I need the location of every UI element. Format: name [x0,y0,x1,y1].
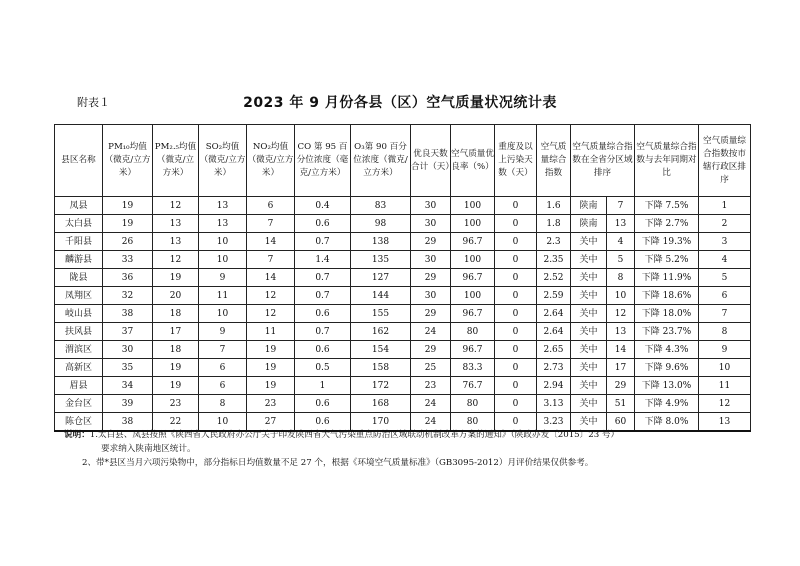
notes [64,428,754,470]
table-cell: 0.7 [295,233,351,251]
table-cell: 13 [607,215,635,233]
table-cell: 0 [495,359,537,377]
table-cell: 60 [607,413,635,432]
table-cell: 80 [451,323,495,341]
table-cell: 29 [607,377,635,395]
table-cell: 关中 [571,287,607,305]
table-cell: 关中 [571,251,607,269]
table-cell: 138 [351,233,411,251]
table-cell: 0 [495,323,537,341]
table-cell: 29 [411,341,451,359]
table-cell: 80 [451,395,495,413]
table-cell: 0 [495,413,537,432]
table-cell: 2.59 [537,287,571,305]
table-cell: 1 [295,377,351,395]
table-cell: 22 [153,413,199,432]
table-row [55,269,751,287]
table-cell: 14 [247,269,295,287]
table-cell: 10 [607,287,635,305]
table-cell: 3.23 [537,413,571,432]
table-cell: 关中 [571,269,607,287]
table-cell: 下降 5.2% [635,251,699,269]
table-cell: 96.7 [451,341,495,359]
table-row [55,377,751,395]
table-cell: 2.64 [537,305,571,323]
table-row [55,287,751,305]
table-cell: 6 [699,287,751,305]
table-cell: 23 [153,395,199,413]
table-cell: 0 [495,287,537,305]
table-cell: 10 [699,359,751,377]
table-cell: 162 [351,323,411,341]
table-cell: 100 [451,215,495,233]
annex-label: 附表１ [77,96,110,109]
table-cell: 7 [607,197,635,215]
header-no2: NO₂均值（微克/立方米） [247,125,295,197]
table-cell: 0 [495,233,537,251]
table-cell: 13 [199,215,247,233]
table-cell: 金台区 [55,395,103,413]
table-cell: 14 [247,233,295,251]
table-cell: 30 [411,287,451,305]
table-cell: 2.64 [537,323,571,341]
table-cell: 0.7 [295,269,351,287]
table-cell: 27 [247,413,295,432]
table-cell: 陕南 [571,215,607,233]
table-cell: 24 [411,323,451,341]
header-index: 空气质量综合指数 [537,125,571,197]
table-cell: 1.8 [537,215,571,233]
note-2: 2、带*县区当月六项污染物中，部分指标日均值数量不足 27 个，根据《环境空气质量标准》（GB3095-2012）月评价结果仅供参考。 [82,458,594,468]
table-cell: 9 [199,269,247,287]
table-cell: 下降 4.9% [635,395,699,413]
table-cell: 20 [153,287,199,305]
table-cell: 23 [411,377,451,395]
table-cell: 下降 7.5% [635,197,699,215]
table-cell: 0.6 [295,413,351,432]
table-cell: 关中 [571,341,607,359]
table-row [55,233,751,251]
table-cell: 100 [451,287,495,305]
table-cell: 12 [247,305,295,323]
table-cell: 下降 2.7% [635,215,699,233]
table-cell: 11 [699,377,751,395]
table-cell: 0.7 [295,287,351,305]
table-cell: 38 [103,413,153,432]
table-cell: 13 [699,413,751,432]
table-cell: 168 [351,395,411,413]
table-cell: 下降 11.9% [635,269,699,287]
table-cell: 96.7 [451,233,495,251]
table-cell: 下降 19.3% [635,233,699,251]
table-cell: 0 [495,377,537,395]
table-cell: 关中 [571,233,607,251]
table-cell: 0 [495,341,537,359]
table-cell: 34 [103,377,153,395]
table-cell: 11 [199,287,247,305]
table-cell: 100 [451,251,495,269]
table-cell: 6 [199,377,247,395]
table-cell: 关中 [571,395,607,413]
table-cell: 6 [247,197,295,215]
table-cell: 麟游县 [55,251,103,269]
air-quality-table [54,124,751,432]
table-cell: 14 [607,341,635,359]
table-cell: 12 [607,305,635,323]
table-cell: 6 [199,359,247,377]
table-cell: 2.3 [537,233,571,251]
header-o3: O₃第 90 百分位浓度（微克/立方米） [351,125,411,197]
table-cell: 关中 [571,305,607,323]
table-cell: 155 [351,305,411,323]
table-row [55,215,751,233]
table-cell: 17 [607,359,635,377]
table-cell: 19 [153,269,199,287]
table-row [55,395,751,413]
table-cell: 10 [199,251,247,269]
table-cell: 13 [199,197,247,215]
table-cell: 眉县 [55,377,103,395]
table-cell: 下降 13.0% [635,377,699,395]
table-cell: 10 [199,413,247,432]
table-cell: 8 [699,323,751,341]
table-cell: 陕南 [571,197,607,215]
table-cell: 36 [103,269,153,287]
table-cell: 144 [351,287,411,305]
table-cell: 0.5 [295,359,351,377]
table-cell: 0.6 [295,341,351,359]
header-good-rate: 空气质量优良率（%） [451,125,495,197]
table-cell: 12 [699,395,751,413]
table-cell: 2.65 [537,341,571,359]
table-cell: 11 [247,323,295,341]
table-cell: 0 [495,269,537,287]
table-cell: 高新区 [55,359,103,377]
table-cell: 0 [495,197,537,215]
table-cell: 98 [351,215,411,233]
notes-lead: 说明： [64,430,90,440]
table-cell: 1 [699,197,751,215]
table-cell: 下降 23.7% [635,323,699,341]
header-so2: SO₂均值（微克/立方米） [199,125,247,197]
table-cell: 7 [247,251,295,269]
table-cell: 0 [495,251,537,269]
table-cell: 154 [351,341,411,359]
table-cell: 24 [411,413,451,432]
table-cell: 关中 [571,359,607,377]
table-row [55,251,751,269]
table-cell: 0.6 [295,215,351,233]
table-cell: 37 [103,323,153,341]
header-county: 县区名称 [55,125,103,197]
table-cell: 96.7 [451,269,495,287]
table-cell: 13 [153,215,199,233]
table-cell: 5 [607,251,635,269]
table-cell: 7 [199,341,247,359]
table-cell: 下降 18.6% [635,287,699,305]
table-cell: 1.6 [537,197,571,215]
table-cell: 18 [153,305,199,323]
table-cell: 2.94 [537,377,571,395]
table-cell: 0.6 [295,395,351,413]
table-cell: 100 [451,197,495,215]
table-cell: 19 [103,215,153,233]
table-row [55,305,751,323]
header-heavy-days: 重度及以上污染天数（天） [495,125,537,197]
table-cell: 关中 [571,377,607,395]
table-cell: 2 [699,215,751,233]
table-cell: 24 [411,395,451,413]
note-1-continued: 要求纳入陕南地区统计。 [101,444,196,454]
table-cell: 51 [607,395,635,413]
table-cell: 陇县 [55,269,103,287]
table-cell: 5 [699,269,751,287]
header-province-rank: 空气质量综合指数在全省分区域排序 [571,125,635,197]
table-cell: 10 [199,305,247,323]
table-cell: 2.35 [537,251,571,269]
header-co: CO 第 95 百分位浓度（毫克/立方米） [295,125,351,197]
table-cell: 32 [103,287,153,305]
table-row [55,197,751,215]
table-cell: 8 [199,395,247,413]
table-cell: 0 [495,215,537,233]
table-row [55,323,751,341]
table-cell: 2.52 [537,269,571,287]
table-cell: 29 [411,233,451,251]
table-cell: 29 [411,269,451,287]
table-cell: 陈仓区 [55,413,103,432]
table-cell: 158 [351,359,411,377]
table-cell: 135 [351,251,411,269]
table-cell: 关中 [571,413,607,432]
table-cell: 83.3 [451,359,495,377]
table-cell: 关中 [571,323,607,341]
header-pm10: PM₁₀均值（微克/立方米） [103,125,153,197]
table-cell: 0 [495,305,537,323]
table-header-row [55,125,751,197]
note-1: 1.太白县、凤县按照《陕西省人民政府办公厅关于印发陕西省大气污染重点防治区域联动机制改革方案的通知》（陕政办发〔2015〕23 号） [89,430,620,440]
table-cell: 12 [153,197,199,215]
table-cell: 凤县 [55,197,103,215]
table-cell: 太白县 [55,215,103,233]
table-cell: 4 [699,251,751,269]
table-cell: 38 [103,305,153,323]
table-cell: 0.4 [295,197,351,215]
page-title: 2023 年 9 月份各县（区）空气质量状况统计表 [243,95,557,111]
table-cell: 26 [103,233,153,251]
table-cell: 33 [103,251,153,269]
table-cell: 76.7 [451,377,495,395]
table-cell: 25 [411,359,451,377]
table-cell: 下降 9.6% [635,359,699,377]
table-cell: 170 [351,413,411,432]
header-good-days: 优良天数合计（天） [411,125,451,197]
table-cell: 19 [247,341,295,359]
table-cell: 19 [103,197,153,215]
table-cell: 9 [199,323,247,341]
table-cell: 19 [153,377,199,395]
table-cell: 9 [699,341,751,359]
table-cell: 80 [451,413,495,432]
table-cell: 12 [153,251,199,269]
table-cell: 渭滨区 [55,341,103,359]
table-cell: 39 [103,395,153,413]
header-pm25: PM₂.₅均值（微克/立方米） [153,125,199,197]
table-cell: 下降 4.3% [635,341,699,359]
header-yoy: 空气质量综合指数与去年同期对比 [635,125,699,197]
table-cell: 凤翔区 [55,287,103,305]
table-cell: 3.13 [537,395,571,413]
table-cell: 30 [411,251,451,269]
table-cell: 30 [411,197,451,215]
table-cell: 29 [411,305,451,323]
table-cell: 下降 8.0% [635,413,699,432]
table-cell: 岐山县 [55,305,103,323]
table-cell: 2.73 [537,359,571,377]
table-cell: 3 [699,233,751,251]
table-cell: 0.6 [295,305,351,323]
table-cell: 83 [351,197,411,215]
table-cell: 19 [153,359,199,377]
table-cell: 0 [495,395,537,413]
table-cell: 19 [247,377,295,395]
table-cell: 35 [103,359,153,377]
header-city-rank: 空气质量综合指数按市辖行政区排序 [699,125,751,197]
table-cell: 30 [103,341,153,359]
table-cell: 7 [699,305,751,323]
table-row [55,359,751,377]
table-cell: 下降 18.0% [635,305,699,323]
table-cell: 23 [247,395,295,413]
table-cell: 7 [247,215,295,233]
table-cell: 18 [153,341,199,359]
table-cell: 172 [351,377,411,395]
table-cell: 10 [199,233,247,251]
table-cell: 17 [153,323,199,341]
table-cell: 13 [153,233,199,251]
table-cell: 127 [351,269,411,287]
table-cell: 12 [247,287,295,305]
table-cell: 千阳县 [55,233,103,251]
table-cell: 0.7 [295,323,351,341]
table-cell: 96.7 [451,305,495,323]
table-cell: 19 [247,359,295,377]
table-row [55,341,751,359]
table-cell: 4 [607,233,635,251]
table-cell: 1.4 [295,251,351,269]
table-cell: 扶风县 [55,323,103,341]
table-cell: 30 [411,215,451,233]
table-cell: 8 [607,269,635,287]
table-cell: 13 [607,323,635,341]
